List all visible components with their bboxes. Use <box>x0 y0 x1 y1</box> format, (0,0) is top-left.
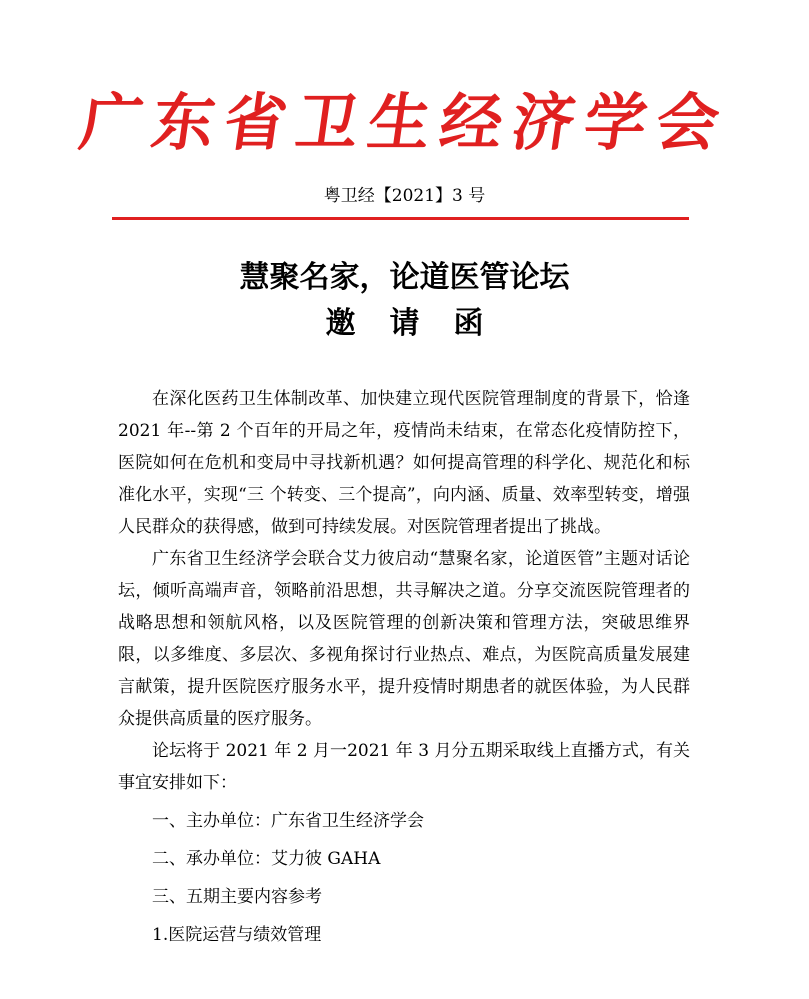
organization-header: 广东省卫生经济学会 <box>75 86 734 159</box>
document-title: 慧聚名家，论道医管论坛 <box>239 260 570 295</box>
body-item-content: 三、五期主要内容参考 <box>152 887 322 907</box>
body-item-organizer: 一、主办单位：广东省卫生经济学会 <box>152 811 424 831</box>
body-item-topic-1: 1.医院运营与绩效管理 <box>152 925 322 945</box>
document-number: 粤卫经【2021】3 号 <box>323 186 486 206</box>
document-subtitle: 邀请函 <box>325 306 518 341</box>
body-paragraph-1: 在深化医药卫生体制改革、加快建立现代医院管理制度的背景下，恰逢 2021 年--第 2 个百年的开局之年，疫情尚未结束，在常态化疫情防控下，医院如何在危机和变局中寻找新机遇？如何提高管理的科学化、规范化和标准化水平，实现“三 个转变、三个提高”，向内涵、质量、效率型转变，增强人民群众的获得感，做到可持续发展。对医院管理者提出了挑战。 <box>118 389 690 537</box>
body-paragraph-2: 广东省卫生经济学会联合艾力彼启动“慧聚名家，论道医管”主题对话论坛，倾听高端声音，领略前沿思想，共寻解决之道。分享交流医院管理者的战略思想和领航风格，以及医院管理的创新决策和管理方法，突破思维界限，以多维度、多层次、多视角探讨行业热点、难点，为医院高质量发展建言献策，提升医院医疗服务水平，提升疫情时期患者的就医体验，为人民群众提供高质量的医疗服务。 <box>118 549 690 729</box>
body-paragraph-3: 论坛将于 2021 年 2 月一2021 年 3 月分五期采取线上直播方式，有关事宜安排如下： <box>118 741 690 793</box>
red-divider-line <box>112 217 689 220</box>
document-body <box>118 383 690 951</box>
body-item-co-organizer: 二、承办单位：艾力彼 GAHA <box>152 849 381 869</box>
